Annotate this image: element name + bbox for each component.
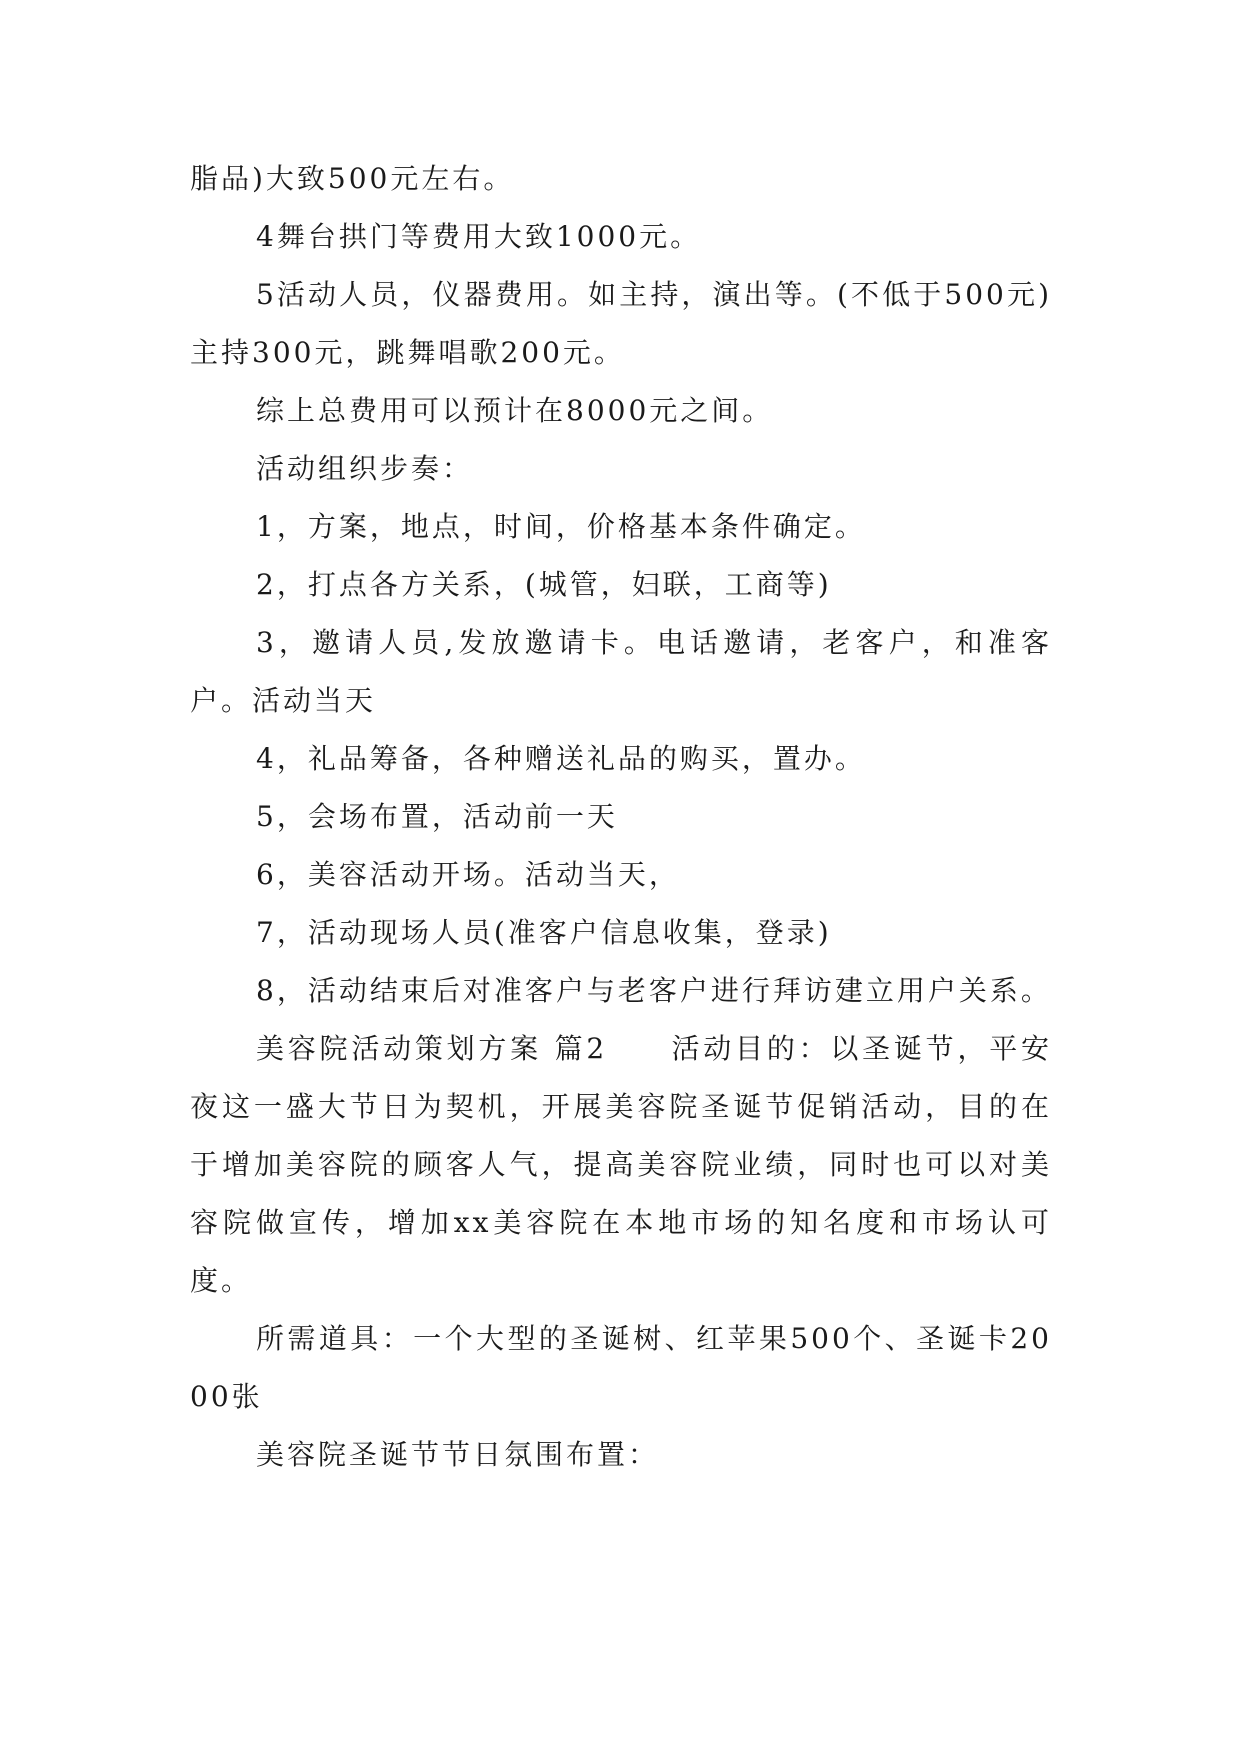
paragraph-step-3: 3，邀请人员,发放邀请卡。电话邀请，老客户，和准客户。活动当天 <box>190 626 1052 717</box>
paragraph-steps-heading: 活动组织步奏： <box>256 452 474 485</box>
paragraph-step-1: 1，方案，地点，时间，价格基本条件确定。 <box>256 510 866 543</box>
paragraph-staff-cost: 5活动人员，仪器费用。如主持，演出等。(不低于500元)主持300元，跳舞唱歌200元。 <box>190 278 1052 369</box>
paragraph-step-4: 4，礼品筹备，各种赠送礼品的购买，置办。 <box>256 742 866 775</box>
paragraph-plan-2-purpose: 美容院活动策划方案 篇2 活动目的：以圣诞节，平安夜这一盛大节日为契机，开展美容院圣诞节促销活动，目的在于增加美容院的顾客人气，提高美容院业绩，同时也可以对美容院做宣传，增加xx美容院在本地市场的知名度和市场认可度。 <box>190 1032 1052 1297</box>
paragraph-step-7: 7，活动现场人员(准客户信息收集，登录) <box>256 916 832 949</box>
paragraph-step-6: 6，美容活动开场。活动当天， <box>256 858 680 891</box>
paragraph-step-2: 2，打点各方关系，(城管，妇联，工商等) <box>256 568 832 601</box>
document-body <box>190 150 1052 1484</box>
paragraph-continuation: 脂品)大致500元左右。 <box>190 162 515 195</box>
paragraph-step-8: 8，活动结束后对准客户与老客户进行拜访建立用户关系。 <box>256 974 1052 1007</box>
paragraph-decoration-heading: 美容院圣诞节节日氛围布置： <box>256 1438 660 1471</box>
paragraph-step-5: 5，会场布置，活动前一天 <box>256 800 618 833</box>
paragraph-props: 所需道具：一个大型的圣诞树、红苹果500个、圣诞卡2000张 <box>190 1322 1052 1413</box>
paragraph-total-cost: 综上总费用可以预计在8000元之间。 <box>256 394 774 427</box>
paragraph-stage-cost: 4舞台拱门等费用大致1000元。 <box>256 220 702 253</box>
